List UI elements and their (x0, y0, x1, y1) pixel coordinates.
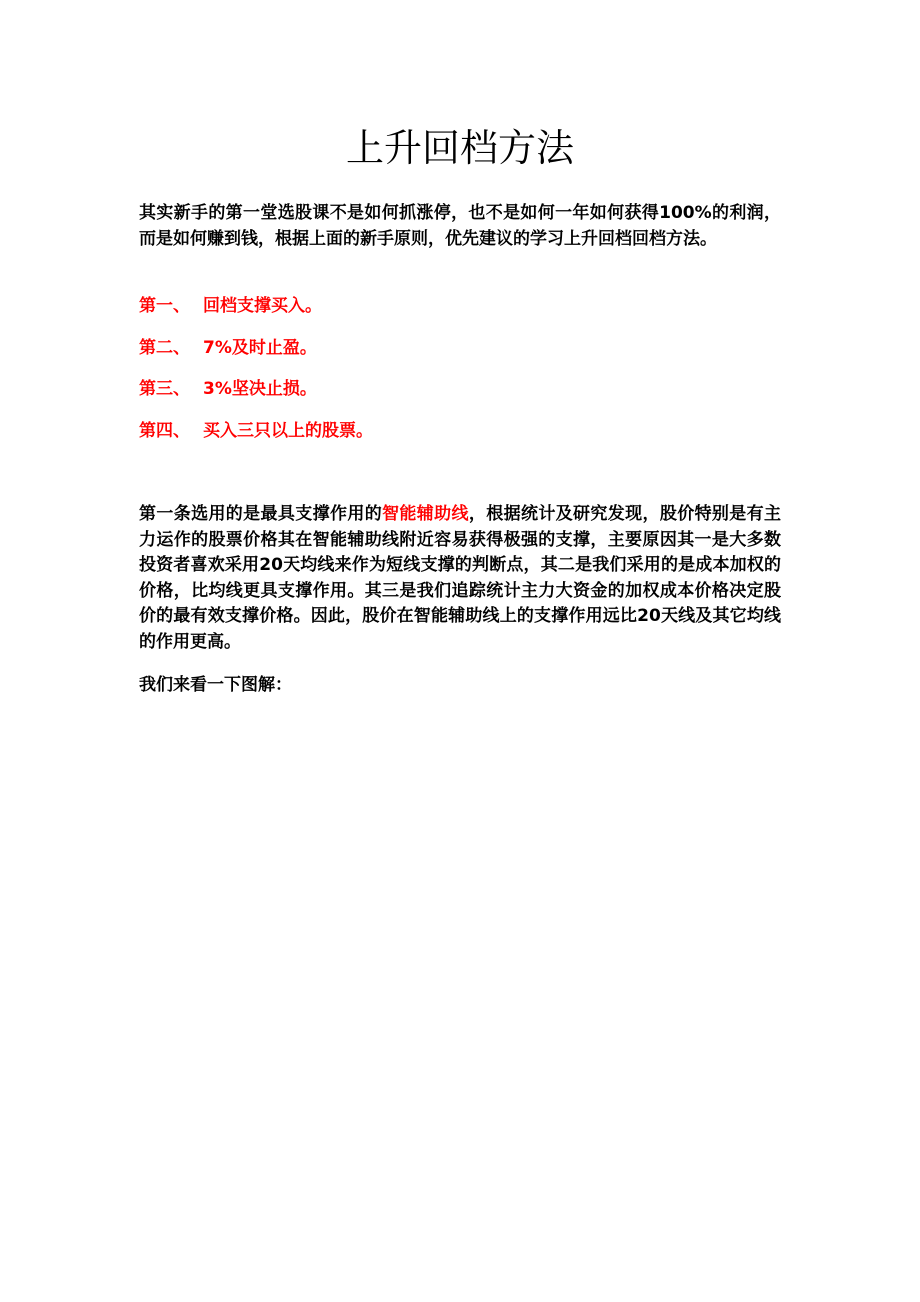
intro-paragraph (139, 201, 781, 252)
rule-marker: 第二、 (139, 338, 190, 358)
explanation-text-2: ，根据统计及研究发现，股价特别是有主力运作的股票价格其在智能辅助线附近容易获得极强的支撑，主要原因其一是大多数投资者喜欢采用 (139, 504, 782, 575)
highlight-term: 智能辅助线 (382, 504, 469, 524)
rule-marker: 第一、 (139, 296, 190, 316)
rule-item-4 (139, 418, 781, 444)
rule-number: 3% (203, 379, 232, 399)
rule-item-2 (139, 335, 781, 361)
rule-text: 买入三只以上的股票。 (203, 421, 373, 441)
rule-text: 回档支撑买入。 (203, 296, 322, 316)
rule-marker: 第四、 (139, 421, 190, 441)
rule-number: 7% (203, 338, 232, 358)
explanation-paragraph (139, 502, 781, 655)
explanation-number-1: 20 (259, 555, 283, 575)
document-title: 上升回档方法 (345, 126, 574, 170)
rule-marker: 第三、 (139, 379, 190, 399)
rule-text: 坚决止损。 (231, 379, 317, 399)
rule-item-1 (139, 293, 781, 319)
intro-number: 100% (659, 203, 712, 223)
figure-intro: 我们来看一下图解： (139, 675, 292, 695)
explanation-text-4: 天线及其它均线的作用更高。 (139, 606, 782, 652)
explanation-text-3: 天均线来作为短线支撑的判断点，其二是我们采用的是成本加权的价格，比均线更具支撑作用。其三是我们追踪统计主力大资金的加权成本价格决定股价的最有效支撑价格。因此，股价在智能辅助线上的支撑作用远比 (139, 555, 782, 626)
rule-text: 及时止盈。 (231, 338, 317, 358)
intro-text-1: 其实新手的第一堂选股课不是如何抓涨停，也不是如何一年如何获得 (139, 203, 660, 223)
rule-item-3 (139, 376, 781, 402)
explanation-number-2: 20 (637, 606, 661, 626)
explanation-text-1: 第一条选用的是最具支撑作用的 (139, 504, 383, 524)
intro-text-2: 的利润，而是如何赚到钱，根据上面的新手原则，优先建议的学习上升回档回档方法。 (139, 203, 782, 249)
